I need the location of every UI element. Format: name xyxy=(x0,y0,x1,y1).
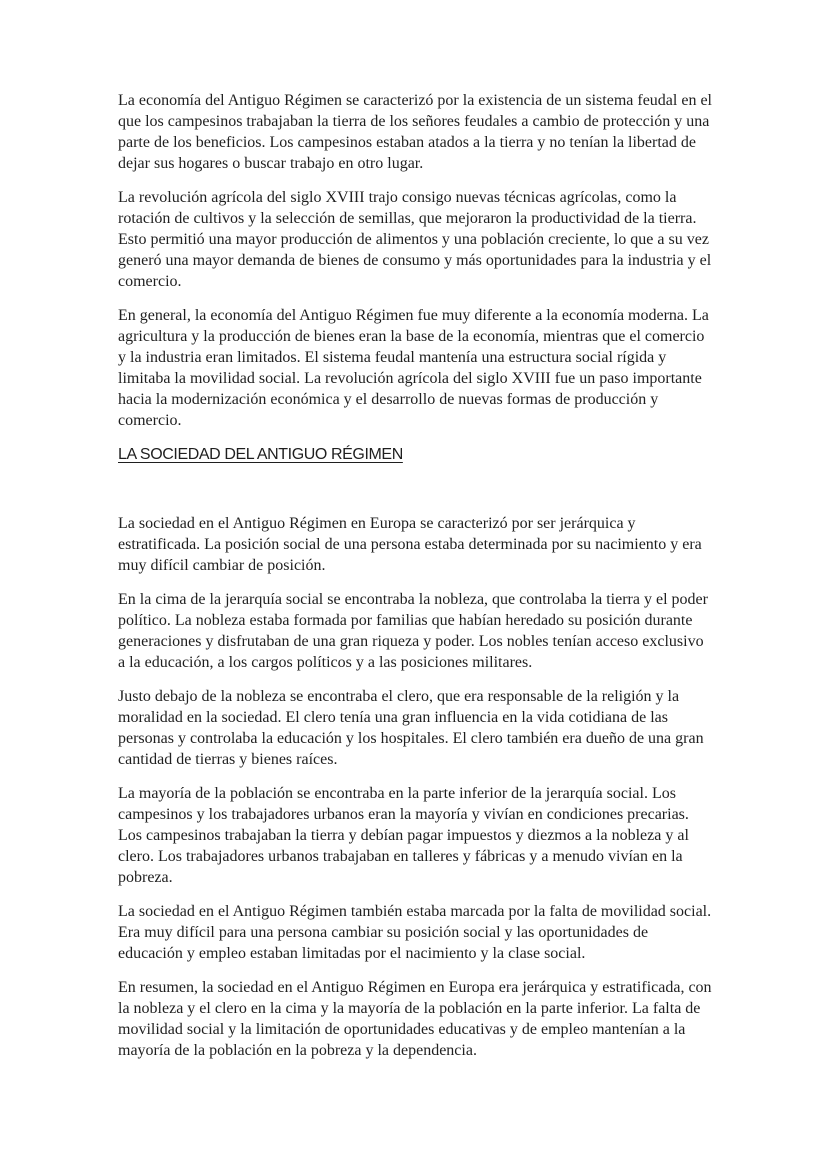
paragraph-economy-feudal-system: La economía del Antiguo Régimen se caracterizó por la existencia de un sistema feudal en el que los campesinos trabajaban la tierra de los señores feudales a cambio de protección y una parte de los beneficios. Los campesinos estaban atados a la tierra y no tenían la libertad de dejar sus hogares o buscar trabajo en otro lugar. xyxy=(118,92,712,172)
paragraph-lower-classes: La mayoría de la población se encontraba en la parte inferior de la jerarquía social. Los campesinos y los trabajadores urbanos eran la mayoría y vivían en condiciones precarias. Los campesinos trabajaban la tierra y debían pagar impuestos y diezmos a la nobleza y al clero. Los trabajadores urbanos trabajaban en talleres y fábricas y a menudo vivían en la pobreza. xyxy=(118,785,689,886)
paragraph-nobility: En la cima de la jerarquía social se encontraba la nobleza, que controlaba la tierra y el poder político. La nobleza estaba formada por familias que habían heredado su posición durante generaciones y disfrutaban de una gran riqueza y poder. Los nobles tenían acceso exclusivo a la educación, a los cargos políticos y a las posiciones militares. xyxy=(118,591,708,671)
paragraph-agricultural-revolution: La revolución agrícola del siglo XVIII trajo consigo nuevas técnicas agrícolas, como la rotación de cultivos y la selección de semillas, que mejoraron la productividad de la tierra. Esto permitió una mayor producción de alimentos y una población creciente, lo que a su vez generó una mayor demanda de bienes de consumo y más oportunidades para la industria y el comercio. xyxy=(118,189,712,290)
paragraph-society-summary: En resumen, la sociedad en el Antiguo Régimen en Europa era jerárquica y estratificada, con la nobleza y el clero en la cima y la mayoría de la población en la parte inferior. La falta de movilidad social y la limitación de oportunidades educativas y de empleo mantenían a la mayoría de la población en la pobreza y la dependencia. xyxy=(118,979,712,1059)
paragraph-economy-summary: En general, la economía del Antiguo Régimen fue muy diferente a la economía moderna. La agricultura y la producción de bienes eran la base de la economía, mientras que el comercio y la industria eran limitados. El sistema feudal mantenía una estructura social rígida y limitaba la movilidad social. La revolución agrícola del siglo XVIII fue un paso importante hacia la modernización económica y el desarrollo de nuevas formas de producción y comercio. xyxy=(118,307,709,429)
document-text-block xyxy=(118,90,714,1074)
paragraph-society-hierarchy: La sociedad en el Antiguo Régimen en Europa se caracterizó por ser jerárquica y estratificada. La posición social de una persona estaba determinada por su nacimiento y era muy difícil cambiar de posición. xyxy=(118,515,702,574)
paragraph-clergy: Justo debajo de la nobleza se encontraba el clero, que era responsable de la religión y la moralidad en la sociedad. El clero tenía una gran influencia en la vida cotidiana de las personas y controlaba la educación y los hospitales. El clero también era dueño de una gran cantidad de tierras y bienes raíces. xyxy=(118,688,704,768)
section-heading-la-sociedad: LA SOCIEDAD DEL ANTIGUO RÉGIMEN xyxy=(118,446,403,463)
paragraph-social-mobility: La sociedad en el Antiguo Régimen también estaba marcada por la falta de movilidad social. Era muy difícil para una persona cambiar su posición social y las oportunidades de educación y empleo estaban limitadas por el nacimiento y la clase social. xyxy=(118,903,712,962)
